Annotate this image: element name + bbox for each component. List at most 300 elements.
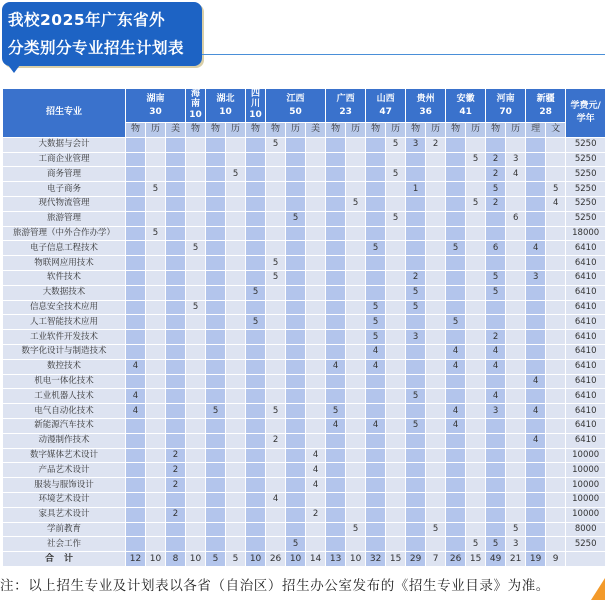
quota-cell xyxy=(486,226,506,241)
quota-cell xyxy=(206,344,226,359)
quota-cell: 5 xyxy=(286,537,306,552)
quota-cell xyxy=(406,433,426,448)
quota-cell xyxy=(186,492,206,507)
tuition-fee: 6410 xyxy=(566,433,605,448)
quota-cell xyxy=(346,478,366,493)
quota-cell xyxy=(466,241,486,256)
province-name: 湖北 xyxy=(216,93,235,104)
quota-cell xyxy=(266,241,286,256)
quota-cell xyxy=(386,300,406,315)
quota-cell xyxy=(226,182,246,197)
quota-cell xyxy=(166,418,186,433)
quota-cell xyxy=(226,152,246,167)
quota-cell xyxy=(486,463,506,478)
footnote: 注：以上招生专业及计划表以各省（自治区）招生办公室发布的《招生专业目录》为准。 xyxy=(0,578,550,594)
quota-cell: 3 xyxy=(526,270,546,285)
quota-cell xyxy=(146,478,166,493)
quota-cell: 5 xyxy=(246,315,266,330)
quota-cell: 2 xyxy=(486,167,506,182)
quota-cell xyxy=(506,137,526,152)
quota-cell xyxy=(126,211,146,226)
tuition-fee: 6410 xyxy=(566,256,605,271)
quota-cell xyxy=(266,285,286,300)
quota-cell xyxy=(546,389,566,404)
quota-cell xyxy=(306,433,326,448)
quota-cell xyxy=(246,167,266,182)
total-cell: 19 xyxy=(526,552,546,567)
quota-cell: 6 xyxy=(506,211,526,226)
quota-cell: 4 xyxy=(446,404,466,419)
quota-cell: 4 xyxy=(326,418,346,433)
quota-cell xyxy=(346,241,366,256)
quota-cell xyxy=(386,507,406,522)
quota-cell xyxy=(226,211,246,226)
quota-cell xyxy=(506,241,526,256)
quota-cell xyxy=(526,507,546,522)
tuition-fee: 6410 xyxy=(566,270,605,285)
major-name: 产品艺术设计 xyxy=(3,463,126,478)
quota-cell: 4 xyxy=(306,463,326,478)
quota-cell xyxy=(246,256,266,271)
quota-cell xyxy=(526,315,546,330)
quota-cell xyxy=(306,359,326,374)
quota-cell xyxy=(366,492,386,507)
table-row xyxy=(3,492,605,507)
quota-cell xyxy=(526,152,546,167)
quota-cell xyxy=(526,522,546,537)
quota-cell: 5 xyxy=(486,537,506,552)
quota-cell xyxy=(246,522,266,537)
quota-cell xyxy=(466,137,486,152)
quota-cell xyxy=(306,270,326,285)
province-header xyxy=(486,89,526,123)
quota-cell xyxy=(506,359,526,374)
quota-cell xyxy=(386,359,406,374)
quota-cell xyxy=(506,300,526,315)
quota-cell xyxy=(486,418,506,433)
tuition-fee: 10000 xyxy=(566,478,605,493)
quota-cell xyxy=(286,389,306,404)
quota-cell xyxy=(446,137,466,152)
quota-cell xyxy=(386,463,406,478)
quota-cell: 5 xyxy=(186,241,206,256)
quota-cell xyxy=(226,241,246,256)
total-cell: 29 xyxy=(406,552,426,567)
tuition-fee: 6410 xyxy=(566,404,605,419)
quota-cell xyxy=(406,315,426,330)
quota-cell xyxy=(526,463,546,478)
quota-cell xyxy=(246,448,266,463)
quota-cell xyxy=(526,344,546,359)
quota-cell xyxy=(506,374,526,389)
quota-cell xyxy=(266,315,286,330)
quota-cell xyxy=(446,196,466,211)
quota-cell xyxy=(386,152,406,167)
quota-cell: 4 xyxy=(266,492,286,507)
province-name: 海南 xyxy=(191,89,201,109)
quota-cell xyxy=(466,404,486,419)
province-header xyxy=(246,89,266,123)
quota-cell xyxy=(546,330,566,345)
quota-cell xyxy=(166,182,186,197)
quota-cell: 5 xyxy=(266,270,286,285)
quota-cell xyxy=(546,256,566,271)
quota-cell xyxy=(406,492,426,507)
quota-cell xyxy=(386,374,406,389)
quota-cell xyxy=(266,196,286,211)
total-label: 合计 xyxy=(3,552,126,567)
quota-cell xyxy=(506,226,526,241)
subject-header: 历 xyxy=(286,123,306,138)
quota-cell: 5 xyxy=(506,522,526,537)
major-name: 家具艺术设计 xyxy=(3,507,126,522)
table-row xyxy=(3,137,605,152)
quota-cell xyxy=(186,330,206,345)
total-cell: 10 xyxy=(186,552,206,567)
table-row xyxy=(3,374,605,389)
quota-cell xyxy=(226,270,246,285)
quota-cell xyxy=(206,270,226,285)
quota-cell xyxy=(186,211,206,226)
quota-cell xyxy=(446,256,466,271)
table-row xyxy=(3,344,605,359)
tuition-fee: 5250 xyxy=(566,137,605,152)
quota-cell xyxy=(446,492,466,507)
quota-cell xyxy=(486,433,506,448)
province-name: 河南 xyxy=(496,93,515,104)
quota-cell xyxy=(526,226,546,241)
title-badge-tail xyxy=(8,65,20,73)
quota-cell xyxy=(366,522,386,537)
quota-cell xyxy=(466,285,486,300)
quota-cell xyxy=(126,167,146,182)
quota-cell xyxy=(446,285,466,300)
quota-cell xyxy=(266,389,286,404)
province-header xyxy=(366,89,406,123)
province-name: 安徽 xyxy=(456,93,475,104)
quota-cell xyxy=(286,152,306,167)
quota-cell: 4 xyxy=(486,389,506,404)
province-total: 28 xyxy=(539,106,552,117)
quota-cell xyxy=(226,389,246,404)
quota-cell xyxy=(366,256,386,271)
province-total: 10 xyxy=(189,110,202,120)
total-cell: 10 xyxy=(146,552,166,567)
quota-cell xyxy=(366,211,386,226)
quota-cell xyxy=(546,448,566,463)
major-name: 电气自动化技术 xyxy=(3,404,126,419)
title-line-1: 我校2025年广东省外 xyxy=(8,11,166,29)
quota-cell xyxy=(346,285,366,300)
quota-cell xyxy=(466,167,486,182)
quota-cell xyxy=(186,522,206,537)
quota-cell xyxy=(286,344,306,359)
total-cell: 8 xyxy=(166,552,186,567)
quota-cell xyxy=(206,167,226,182)
province-name: 江西 xyxy=(286,93,305,104)
quota-cell xyxy=(506,478,526,493)
quota-cell xyxy=(146,241,166,256)
tuition-fee: 6410 xyxy=(566,389,605,404)
province-name: 湖南 xyxy=(146,93,165,104)
quota-cell xyxy=(406,478,426,493)
quota-cell xyxy=(266,374,286,389)
quota-cell xyxy=(546,167,566,182)
quota-cell xyxy=(386,448,406,463)
quota-cell xyxy=(306,167,326,182)
quota-cell xyxy=(206,478,226,493)
quota-cell xyxy=(226,522,246,537)
quota-cell xyxy=(126,196,146,211)
quota-cell xyxy=(186,507,206,522)
quota-cell xyxy=(306,404,326,419)
quota-cell xyxy=(206,463,226,478)
quota-cell xyxy=(286,433,306,448)
quota-cell xyxy=(226,478,246,493)
quota-cell: 4 xyxy=(526,241,546,256)
quota-cell xyxy=(426,300,446,315)
quota-cell: 5 xyxy=(366,300,386,315)
quota-cell xyxy=(546,374,566,389)
quota-cell: 4 xyxy=(486,359,506,374)
enrollment-plan-table xyxy=(2,88,605,567)
quota-cell xyxy=(266,152,286,167)
major-name: 工商企业管理 xyxy=(3,152,126,167)
quota-cell xyxy=(226,330,246,345)
quota-cell xyxy=(366,537,386,552)
quota-cell xyxy=(426,433,446,448)
quota-cell xyxy=(246,196,266,211)
quota-cell xyxy=(406,463,426,478)
title-badge xyxy=(2,2,202,66)
province-total: 50 xyxy=(289,106,302,117)
quota-cell xyxy=(366,285,386,300)
quota-cell xyxy=(246,344,266,359)
quota-cell xyxy=(346,359,366,374)
quota-cell xyxy=(146,152,166,167)
quota-cell xyxy=(126,478,146,493)
quota-cell xyxy=(126,374,146,389)
subject-header: 美 xyxy=(166,123,186,138)
province-total: 47 xyxy=(379,106,392,117)
quota-cell xyxy=(546,300,566,315)
quota-cell: 4 xyxy=(306,448,326,463)
quota-cell xyxy=(246,300,266,315)
quota-cell xyxy=(446,374,466,389)
quota-cell: 2 xyxy=(406,270,426,285)
quota-cell xyxy=(206,433,226,448)
quota-cell: 5 xyxy=(266,256,286,271)
quota-cell xyxy=(206,241,226,256)
quota-cell xyxy=(166,256,186,271)
quota-cell xyxy=(346,167,366,182)
quota-cell xyxy=(126,344,146,359)
quota-cell xyxy=(486,137,506,152)
province-name: 山西 xyxy=(376,93,395,104)
province-header xyxy=(266,89,326,123)
subject-header: 历 xyxy=(346,123,366,138)
quota-cell xyxy=(306,418,326,433)
quota-cell xyxy=(426,315,446,330)
quota-cell xyxy=(346,211,366,226)
quota-cell xyxy=(146,300,166,315)
quota-cell xyxy=(326,300,346,315)
province-header xyxy=(326,89,366,123)
quota-cell xyxy=(266,226,286,241)
quota-cell xyxy=(166,492,186,507)
quota-cell xyxy=(366,404,386,419)
quota-cell xyxy=(486,492,506,507)
major-name: 大数据与会计 xyxy=(3,137,126,152)
quota-cell xyxy=(206,315,226,330)
quota-cell xyxy=(286,507,306,522)
quota-cell: 5 xyxy=(266,137,286,152)
quota-cell: 5 xyxy=(346,522,366,537)
quota-cell xyxy=(126,448,146,463)
quota-cell xyxy=(546,418,566,433)
quota-cell xyxy=(126,152,146,167)
subject-header: 物 xyxy=(246,123,266,138)
quota-cell xyxy=(326,330,346,345)
table-row xyxy=(3,448,605,463)
quota-cell xyxy=(166,167,186,182)
quota-cell xyxy=(306,374,326,389)
quota-cell: 2 xyxy=(486,196,506,211)
quota-cell xyxy=(226,448,246,463)
major-name: 工业软件开发技术 xyxy=(3,330,126,345)
table-row xyxy=(3,433,605,448)
quota-cell xyxy=(286,137,306,152)
quota-cell xyxy=(426,418,446,433)
quota-cell xyxy=(406,196,426,211)
major-name: 电子商务 xyxy=(3,182,126,197)
quota-cell xyxy=(266,330,286,345)
quota-cell xyxy=(386,330,406,345)
quota-cell xyxy=(166,404,186,419)
quota-cell xyxy=(146,137,166,152)
quota-cell xyxy=(386,404,406,419)
quota-cell xyxy=(326,137,346,152)
quota-cell xyxy=(146,463,166,478)
quota-cell xyxy=(286,226,306,241)
quota-cell xyxy=(446,389,466,404)
quota-cell xyxy=(206,389,226,404)
quota-cell xyxy=(246,330,266,345)
tuition-fee: 5250 xyxy=(566,182,605,197)
table-row xyxy=(3,256,605,271)
quota-cell xyxy=(226,226,246,241)
province-header xyxy=(206,89,246,123)
quota-cell xyxy=(186,256,206,271)
table-row xyxy=(3,285,605,300)
quota-cell xyxy=(126,315,146,330)
quota-cell: 4 xyxy=(506,167,526,182)
total-cell: 21 xyxy=(506,552,526,567)
major-name: 数字化设计与制造技术 xyxy=(3,344,126,359)
quota-cell xyxy=(326,374,346,389)
quota-cell xyxy=(446,463,466,478)
quota-cell xyxy=(546,137,566,152)
quota-cell xyxy=(226,344,246,359)
quota-cell xyxy=(146,256,166,271)
quota-cell xyxy=(386,433,406,448)
quota-cell xyxy=(226,404,246,419)
quota-cell xyxy=(466,463,486,478)
subject-header: 物 xyxy=(446,123,466,138)
quota-cell xyxy=(386,537,406,552)
quota-cell xyxy=(146,389,166,404)
quota-cell xyxy=(366,137,386,152)
tuition-fee: 6410 xyxy=(566,285,605,300)
quota-cell xyxy=(286,404,306,419)
table-row xyxy=(3,196,605,211)
quota-cell xyxy=(406,241,426,256)
quota-cell xyxy=(326,448,346,463)
quota-cell xyxy=(366,507,386,522)
quota-cell xyxy=(366,478,386,493)
quota-cell xyxy=(226,137,246,152)
province-total: 23 xyxy=(339,106,352,117)
quota-cell xyxy=(546,359,566,374)
quota-cell: 5 xyxy=(466,537,486,552)
tuition-fee: 5250 xyxy=(566,152,605,167)
quota-cell: 5 xyxy=(366,330,386,345)
quota-cell xyxy=(346,448,366,463)
quota-cell xyxy=(146,448,166,463)
quota-cell xyxy=(266,522,286,537)
quota-cell: 4 xyxy=(526,404,546,419)
quota-cell xyxy=(466,270,486,285)
province-total: 36 xyxy=(419,106,432,117)
quota-cell xyxy=(266,448,286,463)
quota-cell xyxy=(446,167,466,182)
table-row xyxy=(3,211,605,226)
quota-cell xyxy=(126,270,146,285)
quota-cell xyxy=(306,137,326,152)
quota-cell xyxy=(186,463,206,478)
quota-cell xyxy=(386,344,406,359)
quota-cell xyxy=(546,433,566,448)
subject-header: 物 xyxy=(326,123,346,138)
quota-cell xyxy=(266,537,286,552)
quota-cell xyxy=(166,374,186,389)
quota-cell xyxy=(186,167,206,182)
province-total: 41 xyxy=(459,106,472,117)
quota-cell xyxy=(366,152,386,167)
quota-cell xyxy=(506,196,526,211)
quota-cell xyxy=(526,256,546,271)
quota-cell xyxy=(446,152,466,167)
tuition-fee: 6410 xyxy=(566,300,605,315)
province-header xyxy=(446,89,486,123)
quota-cell: 5 xyxy=(326,404,346,419)
major-column-header: 招生专业 xyxy=(3,89,126,138)
quota-cell xyxy=(346,315,366,330)
quota-cell xyxy=(466,226,486,241)
quota-cell: 4 xyxy=(546,196,566,211)
quota-cell xyxy=(166,537,186,552)
quota-cell xyxy=(346,404,366,419)
quota-cell xyxy=(426,537,446,552)
quota-cell xyxy=(286,448,306,463)
quota-cell xyxy=(126,285,146,300)
tuition-fee: 10000 xyxy=(566,448,605,463)
quota-cell xyxy=(266,300,286,315)
tuition-fee: 10000 xyxy=(566,463,605,478)
quota-cell xyxy=(466,374,486,389)
table-row xyxy=(3,270,605,285)
quota-cell xyxy=(226,463,246,478)
